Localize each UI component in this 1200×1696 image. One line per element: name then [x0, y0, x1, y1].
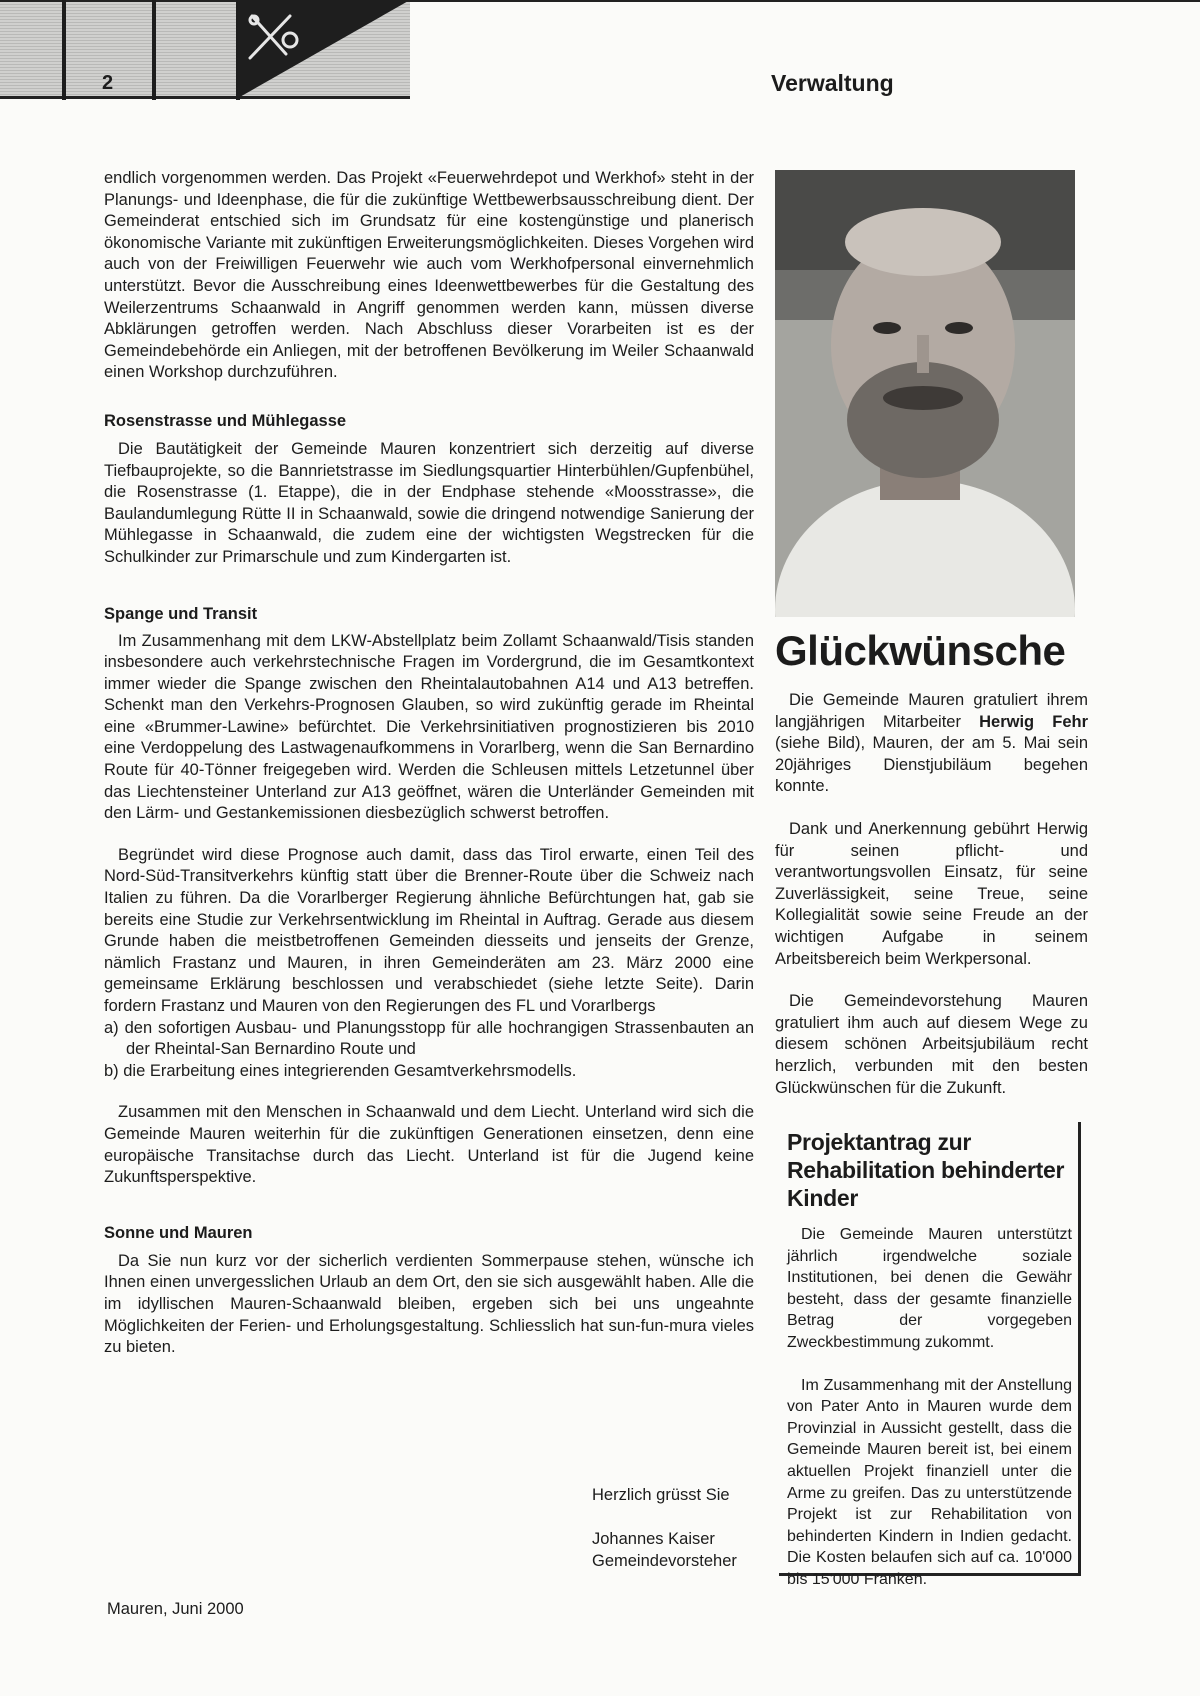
signature-greeting: Herzlich grüsst Sie — [592, 1486, 730, 1504]
main-column — [104, 168, 754, 1359]
congratulations-paragraph-3: Die Gemeindevorstehung Mauren gratuliert ihm auch auf diesem Wege zu diesem schönen Arbeitsjubiläum recht herzlich, verbunden mit den besten Glückwünschen für die Zukunft. — [775, 992, 1088, 1097]
heading-sonne-mauren: Sonne und Mauren — [104, 1223, 253, 1242]
project-box-title: Projektantrag zur Rehabilitation behinderter Kinder — [787, 1129, 1065, 1211]
rosenstrasse-paragraph: Die Bautätigkeit der Gemeinde Mauren konzentriert sich derzeitig auf diverse Tiefbauprojekte, so die Bannrietstrasse im Siedlungsquartier Hinterbühlen/Gupfenbühel, die Rosenstrasse (1. Etappe), die in der Endphase stehende «Moosstrasse», die Baulandumlegung Rütte II in Schaanwald, sowie die dringend notwendige Sanierung der Mühlegasse in Schaanwald, die zudem eine der wichtigsten Wegstrecken für die Schulkinder zur Primarschule und zum Kindergarten ist. — [104, 439, 754, 566]
header-divider — [152, 0, 156, 100]
paragraph-text: Die Gemeinde Mauren gratuliert ihrem langjährigen Mitarbeiter — [775, 691, 1088, 731]
portrait-illustration — [775, 170, 1075, 617]
header-top-rule — [0, 0, 1200, 2]
spange-paragraph-3: Zusammen mit den Menschen in Schaanwald und dem Liecht. Unterland wird sich die Gemeinde Mauren weiterhin für die zukünftigen Generationen einsetzen, denn eine europäische Transitachse durch das Liecht. Unterland ist für die Jugend keine Zukunftsperspektive. — [104, 1103, 754, 1187]
employee-name: Herwig Fehr — [979, 712, 1089, 731]
sonne-paragraph: Da Sie nun kurz vor der sicherlich verdienten Sommerpause stehen, wünsche ich Ihnen einen unvergesslichen Urlaub an dem Ort, den sie sich ausgewählt haben. Alle die im idyllischen Mauren-Schaanwald bleiben, ergeben sich bei uns ungeahnte Möglichkeiten der Ferien- und Erholungsgestaltung. Schliesslich hat sun-fun-mura vieles zu bieten. — [104, 1251, 754, 1357]
intro-paragraph: endlich vorgenommen werden. Das Projekt «Feuerwehrdepot und Werkhof» steht in der Planungs- und Ideenphase, die für die zukünftige Wettbewerbsausschreibung dient. Der Gemeinderat entschied sich im Grundsatz für eine kostengünstige und planerisch ökonomische Variante mit zukünftigen Erweiterungsmöglichkeiten. Dieses Vorgehen wird auch von der Freiwilligen Feuerwehr wie auch vom Werkhofpersonal einvernehmlich unterstützt. Bevor die Ausschreibung eines Ideenwettbewerbes für die Gestaltung des Weilerzentrums Schaanwald in Angriff genommen werden kann, müssen diverse Abklärungen getroffen werden. Nach Abschluss dieser Vorarbeiten ist es der Gemeindebehörde ein Anliegen, mit der betroffenen Bevölkerung im Weiler Schaanwald einen Workshop durchzuführen. — [104, 169, 754, 382]
signature-block — [592, 1484, 792, 1572]
project-box-paragraph-1: Die Gemeinde Mauren unterstützt jährlich irgendwelche soziale Institutionen, bei denen die Gewähr besteht, dass der gesamte finanzielle Betrag der vorgegeben Zweckbestimmung zukommt. — [787, 1226, 1072, 1351]
project-box — [779, 1122, 1081, 1588]
congratulations-paragraph-1 — [775, 690, 1088, 798]
page-header — [0, 0, 1200, 100]
signature-name: Johannes Kaiser — [592, 1530, 715, 1548]
list-item: a) den sofortigen Ausbau- und Planungsstopp für alle hochrangigen Strassenbauten an der Rheintal-San Bernardino Route und — [104, 1018, 754, 1059]
heading-rosenstrasse: Rosenstrasse und Mühlegasse — [104, 411, 347, 430]
congratulations-paragraph-2: Dank und Anerkennung gebührt Herwig für seinen pflicht- und verantwortungsvollen Einsatz, für seine Zuverlässigkeit, seine Treue, seine Kollegialität sowie seine Freude an der wichtigen Aufgabe in seinem Arbeitsbereich beim Werkpersonal. — [775, 819, 1088, 968]
header-divider — [62, 0, 66, 100]
demands-list — [104, 1018, 754, 1083]
section-title: Verwaltung — [771, 70, 894, 96]
list-item: b) die Erarbeitung eines integrierenden Gesamtverkehrsmodells. — [104, 1061, 577, 1080]
page-number: 2 — [102, 72, 114, 94]
issue-date: Mauren, Juni 2000 — [107, 1600, 244, 1618]
spange-paragraph-2: Begründet wird diese Prognose auch damit, dass das Tirol erwarte, einen Teil des Nord-Süd-Transitverkehrs künftig statt über die Brenner-Route über die Schweiz nach Italien zu führen. Da die Vorarlberger Regierung ähnliche Befürchtungen hat, gab sie bereits eine Studie zur Verkehrsentwicklung im Rheintal in Auftrag. Gerade aus diesem Grunde haben die meistbetroffenen Gemeinden diesseits und jenseits der Grenze, nämlich Frastanz und Mauren, in ihren Gemeinderäten am 23. März 2000 eine gemeinsame Erklärung beschlossen und verabschiedet (siehe letzte Seite). Darin fordern Frastanz und Mauren von den Regierungen des FL und Vorarlbergs — [104, 845, 754, 1015]
crossed-tools-logo-icon — [238, 0, 410, 98]
sidebar-column — [775, 626, 1088, 1099]
spange-paragraph-1: Im Zusammenhang mit dem LKW-Abstellplatz beim Zollamt Schaanwald/Tisis standen insbesondere auch verkehrstechnische Fragen im Vordergrund, die im Gesamtkontext immer wieder die Spange zwischen den Rheintalautobahnen A14 und A13 betreffen. Schenkt man den Verkehrs-Prognosen Glauben, so wird zukünftig gerade im Rheintal eine «Brummer-Lawine» befürchtet. Die Verkehrsinitiativen prognostizieren bis 2010 eine Verdoppelung des Lastwagenaufkommens in Vorarlberg, wenn die San Bernardino Route für 40-Tönner freigegeben wird. Werden die Schleusen mittels Letzetunnel über das Liechtensteiner Unterland zur A13 geöffnet, wären die Unterländer Gemeinden mit den Lärm- und Gestankemissionen diesbezüglich schwerst betroffen. — [104, 631, 754, 823]
signature-role: Gemeindevorsteher — [592, 1552, 737, 1570]
congratulations-title: Glückwünsche — [775, 627, 1066, 674]
heading-spange-transit: Spange und Transit — [104, 604, 258, 623]
project-box-paragraph-2: Im Zusammenhang mit der Anstellung von Pater Anto in Mauren wurde dem Provinzial in Aussicht gestellt, dass die Gemeinde Mauren bereit ist, bei einem aktuellen Projekt finanziell unter die Arme zu greifen. Das zu unterstützende Projekt ist zur Rehabilitation von behinderten Kindern in Indien gedacht. Die Kosten belaufen sich auf ca. 10'000 bis 15'000 Franken. — [787, 1376, 1072, 1588]
portrait-photo — [775, 170, 1075, 617]
paragraph-text: (siehe Bild), Mauren, der am 5. Mai sein 20jähriges Dienstjubiläum begehen konnte. — [775, 734, 1088, 796]
